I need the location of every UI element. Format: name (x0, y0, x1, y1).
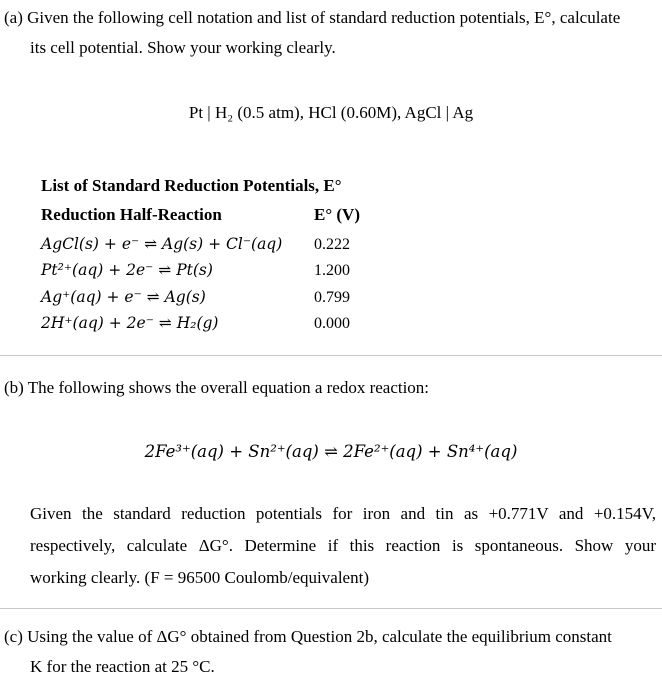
half-reaction-agcl: AgCl(s) + e⁻ ⇌ Ag(s) + Cl⁻(aq) (41, 235, 283, 253)
table-header-reaction: Reduction Half-Reaction (41, 205, 222, 224)
part-a-intro-line1: (a) Given the following cell notation and list of standard reduction potentials, E°, calculate (4, 8, 621, 27)
potential-pt: 1.200 (314, 262, 350, 279)
cell-notation: Pt | H₂ (0.5 atm), HCl (0.60M), AgCl | Ag (188, 103, 474, 122)
part-c-line1: (c) Using the value of ΔG° obtained from Question 2b, calculate the equilibrium constant (4, 627, 612, 646)
divider (0, 608, 662, 609)
part-b-intro: (b) The following shows the overall equation a redox reaction: (4, 378, 430, 397)
part-b-para-line1: Given the standard reduction potentials for iron and tin as +0.771V and +0.154V, (30, 504, 656, 523)
potential-ag: 0.799 (314, 289, 350, 306)
part-c-line2: K for the reaction at 25 °C. (30, 657, 215, 676)
table-header-potential: E° (V) (314, 205, 360, 224)
redox-equation: 2Fe³⁺(aq) + Sn²⁺(aq) ⇌ 2Fe²⁺(aq) + Sn⁴⁺(aq) (144, 442, 518, 461)
potential-h2: 0.000 (314, 315, 350, 332)
part-a-intro-line2: its cell potential. Show your working clearly. (30, 38, 336, 57)
table-title: List of Standard Reduction Potentials, E° (41, 176, 342, 195)
divider (0, 355, 662, 356)
half-reaction-h2: 2H⁺(aq) + 2e⁻ ⇌ H₂(g) (41, 314, 219, 332)
half-reaction-ag: Ag⁺(aq) + e⁻ ⇌ Ag(s) (41, 288, 206, 306)
part-b-para-line2: respectively, calculate ΔG°. Determine if this reaction is spontaneous. Show your (30, 536, 656, 555)
half-reaction-pt: Pt²⁺(aq) + 2e⁻ ⇌ Pt(s) (41, 261, 213, 279)
part-b-para-line3: working clearly. (F = 96500 Coulomb/equivalent) (30, 568, 369, 587)
potential-agcl: 0.222 (314, 236, 350, 253)
